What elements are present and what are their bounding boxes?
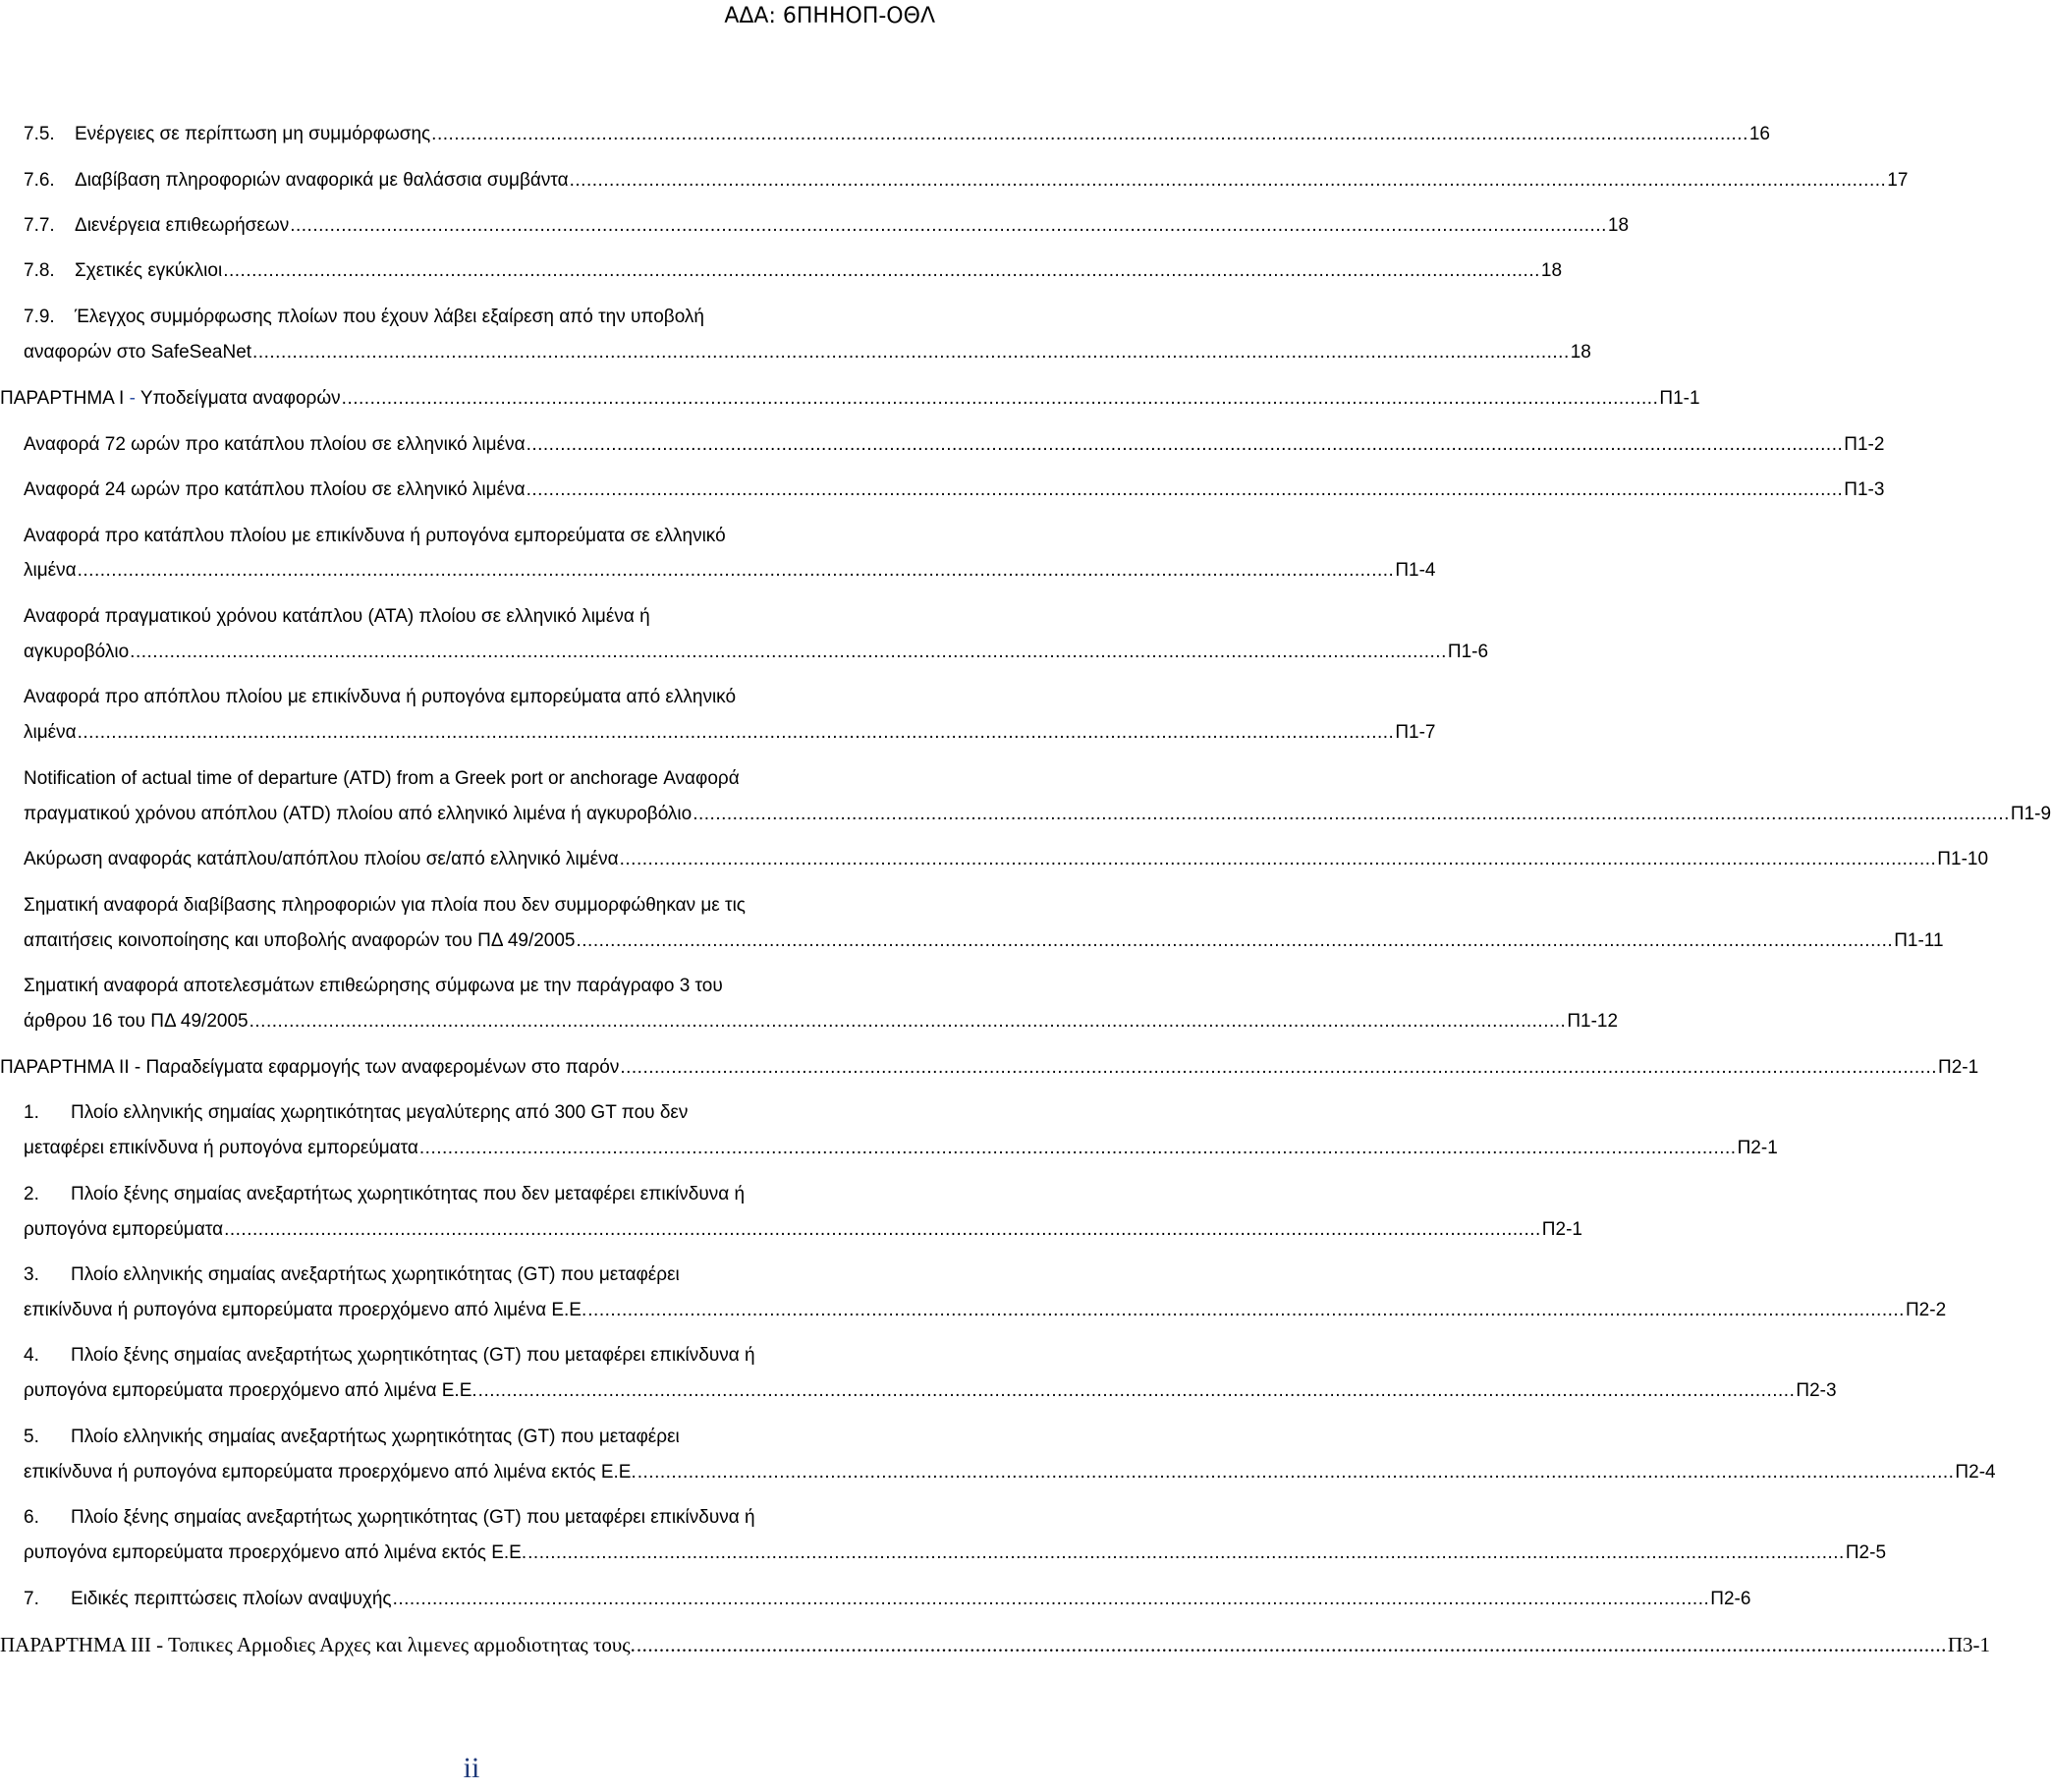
toc-title-continued: μεταφέρει επικίνδυνα ή ρυπογόνα εμπορεύματα bbox=[24, 1138, 418, 1158]
toc-annex-2[interactable] bbox=[0, 1055, 1979, 1081]
toc-page: Π1-3 bbox=[1844, 479, 1885, 500]
annex-1-title-b: Υποδείγματα αναφορών bbox=[139, 388, 341, 409]
toc-page: Π1-1 bbox=[1659, 388, 1700, 409]
toc-annex-2-item-3-line-1[interactable] bbox=[24, 1262, 927, 1288]
toc-title: Πλοίο ελληνικής σημαίας ανεξαρτήτως χωρητικότητας (GT) που μεταφέρει bbox=[71, 1264, 680, 1285]
toc-number: 7.8. bbox=[24, 260, 55, 281]
toc-entry-7-5[interactable] bbox=[24, 122, 1770, 147]
toc-title: Σηματική αναφορά αποτελεσμάτων επιθεώρησης σύμφωνα με την παράγραφο 3 του bbox=[24, 976, 723, 996]
page-number: ii bbox=[463, 1752, 480, 1784]
toc-title-continued: άρθρου 16 του ΠΔ 49/2005 bbox=[24, 1011, 249, 1032]
toc-title: Πλοίο ξένης σημαίας ανεξαρτήτως χωρητικότητας που δεν μεταφέρει επικίνδυνα ή bbox=[71, 1184, 746, 1204]
toc-number: 4. bbox=[24, 1345, 39, 1366]
toc-number: 5. bbox=[24, 1427, 39, 1447]
dot-leader bbox=[130, 640, 1447, 665]
toc-annex-1-item-6-line-2[interactable] bbox=[24, 802, 2051, 827]
toc-title: Αναφορά 72 ωρών προ κατάπλου πλοίου σε ελληνικό λιμένα bbox=[24, 434, 526, 455]
toc-number: 7.5. bbox=[24, 124, 55, 144]
toc-title: Ειδικές περιπτώσεις πλοίων αναψυχής bbox=[71, 1589, 392, 1609]
toc-entry-7-9-line-1[interactable] bbox=[24, 305, 927, 330]
toc-annex-1[interactable] bbox=[0, 386, 1700, 412]
toc-title: Αναφορά πραγματικού χρόνου κατάπλου (ATA) πλοίου σε ελληνικό λιμένα ή bbox=[24, 606, 650, 627]
toc-number: 7.6. bbox=[24, 170, 55, 191]
toc-page: 16 bbox=[1748, 124, 1770, 144]
toc-number: 7.7. bbox=[24, 215, 55, 236]
toc-annex-1-item-5-line-1[interactable] bbox=[24, 685, 927, 710]
toc-title: Έλεγχος συμμόρφωσης πλοίων που έχουν λάβει εξαίρεση από την υποβολή bbox=[75, 307, 704, 327]
toc-title-continued: αγκυροβόλιο bbox=[24, 642, 130, 662]
toc-title-continued: απαιτήσεις κοινοποίησης και υποβολής αναφορών του ΠΔ 49/2005 bbox=[24, 930, 576, 951]
toc-page: Π2-5 bbox=[1845, 1542, 1887, 1563]
toc-entry-7-8[interactable] bbox=[24, 258, 1563, 284]
toc-annex-2-item-5-line-2[interactable] bbox=[24, 1460, 1996, 1485]
toc-number: 6. bbox=[24, 1507, 39, 1528]
dot-leader bbox=[577, 928, 1894, 954]
toc-page: Π1-2 bbox=[1844, 434, 1885, 455]
dot-leader bbox=[224, 1217, 1541, 1243]
toc-title: Πλοίο ελληνικής σημαίας χωρητικότητας μεγαλύτερης από 300 GT που δεν bbox=[71, 1102, 689, 1123]
dot-leader bbox=[527, 1540, 1845, 1566]
toc-page: Π2-1 bbox=[1541, 1219, 1582, 1240]
toc-title-continued: ρυπογόνα εμπορεύματα bbox=[24, 1219, 224, 1240]
toc-entry-7-6[interactable] bbox=[24, 168, 1909, 194]
toc-number: 7.9. bbox=[24, 307, 55, 327]
dot-leader bbox=[290, 213, 1607, 239]
dot-leader bbox=[249, 1009, 1567, 1035]
toc-page: Π1-11 bbox=[1894, 930, 1944, 951]
toc-entry-7-7[interactable] bbox=[24, 213, 1630, 239]
toc-annex-2-item-5-line-1[interactable] bbox=[24, 1425, 927, 1450]
toc-page: Π1-7 bbox=[1395, 722, 1436, 743]
toc-annex-1-item-1[interactable] bbox=[24, 432, 1885, 458]
toc-page: Π2-1 bbox=[1737, 1138, 1778, 1158]
toc-annex-1-item-4-line-1[interactable] bbox=[24, 604, 927, 630]
toc-title: Διαβίβαση πληροφοριών αναφορικά με θαλάσσια συμβάντα bbox=[75, 170, 569, 191]
toc-page: Π3-1 bbox=[1947, 1633, 1991, 1656]
toc-page: 17 bbox=[1887, 170, 1909, 191]
toc-number: 3. bbox=[24, 1264, 39, 1285]
toc-annex-2-item-3-line-2[interactable] bbox=[24, 1298, 1947, 1323]
toc-annex-1-item-9-line-1[interactable] bbox=[24, 974, 927, 999]
toc-annex-1-item-9-line-2[interactable] bbox=[24, 1009, 1619, 1035]
toc-title: Σηματική αναφορά διαβίβασης πληροφοριών για πλοία που δεν συμμορφώθηκαν με τις bbox=[24, 895, 746, 916]
toc-number: 7. bbox=[24, 1589, 39, 1609]
dot-leader bbox=[78, 720, 1395, 746]
toc-annex-2-item-2-line-2[interactable] bbox=[24, 1217, 1582, 1243]
toc-title-continued: αναφορών στο SafeSeaNet bbox=[24, 342, 252, 363]
toc-page: Π2-2 bbox=[1905, 1300, 1947, 1320]
toc-title: Ακύρωση αναφοράς κατάπλου/απόπλου πλοίου σε/από ελληνικό λιμένα bbox=[24, 849, 619, 869]
dot-leader bbox=[419, 1136, 1737, 1161]
toc-title-continued: λιμένα bbox=[24, 560, 77, 581]
toc-title: ΠΑΡΑΡΤΗΜΑ ΙΙ - Παραδείγματα εφαρμογής των αναφερομένων στο παρόν bbox=[0, 1057, 620, 1078]
toc-page: Π2-4 bbox=[1955, 1462, 1996, 1483]
annex-1-separator: - bbox=[124, 388, 140, 409]
toc-annex-1-item-8-line-2[interactable] bbox=[24, 928, 1944, 954]
dot-leader bbox=[252, 340, 1570, 365]
toc-title: ΠΑΡΑΡΤΗΜΑ ΙΙΙ - Τοπικες Αρμοδιες Αρχες και λιμενες αρμοδιοτητας τους. bbox=[0, 1633, 636, 1656]
toc-title-continued: ρυπογόνα εμπορεύματα προερχόμενο από λιμένα Ε.Ε. bbox=[24, 1380, 477, 1401]
toc-title: Αναφορά προ κατάπλου πλοίου με επικίνδυνα ή ρυπογόνα εμπορεύματα σε ελληνικό bbox=[24, 526, 726, 546]
annex-1-title-a: ΠΑΡΑΡΤΗΜΑ Ι bbox=[0, 388, 125, 409]
toc-title: Πλοίο ξένης σημαίας ανεξαρτήτως χωρητικότητας (GT) που μεταφέρει επικίνδυνα ή bbox=[71, 1507, 755, 1528]
dot-leader bbox=[342, 386, 1659, 412]
dot-leader bbox=[620, 1055, 1937, 1081]
toc-annex-1-item-2[interactable] bbox=[24, 477, 1885, 503]
toc-page: Π1-6 bbox=[1447, 642, 1489, 662]
dot-leader bbox=[478, 1378, 1796, 1404]
dot-leader bbox=[527, 477, 1844, 503]
toc-page: Π2-1 bbox=[1938, 1057, 1979, 1078]
toc-page: Π1-12 bbox=[1567, 1011, 1619, 1032]
annex-1-label bbox=[0, 386, 341, 412]
toc-entry-7-9-line-2[interactable] bbox=[24, 340, 1591, 365]
toc-annex-1-item-8-line-1[interactable] bbox=[24, 893, 927, 919]
toc-page: Π1-9 bbox=[2010, 804, 2051, 824]
dot-leader bbox=[78, 558, 1395, 584]
toc-page: 18 bbox=[1607, 215, 1630, 236]
toc-page: Π1-4 bbox=[1395, 560, 1436, 581]
dot-leader bbox=[393, 1587, 1710, 1612]
toc-number: 1. bbox=[24, 1102, 39, 1123]
toc-annex-1-item-6-line-1[interactable] bbox=[24, 766, 927, 792]
toc-number: 2. bbox=[24, 1184, 39, 1204]
toc-annex-2-item-6-line-1[interactable] bbox=[24, 1505, 927, 1531]
toc-title-continued: επικίνδυνα ή ρυπογόνα εμπορεύματα προερχόμενο από λιμένα εκτός Ε.Ε. bbox=[24, 1462, 637, 1483]
toc-annex-2-item-2-line-1[interactable] bbox=[24, 1182, 927, 1207]
dot-leader bbox=[431, 122, 1748, 147]
dot-leader bbox=[637, 1632, 1947, 1657]
toc-annex-2-item-7[interactable] bbox=[24, 1587, 1751, 1612]
toc-annex-1-item-3-line-2[interactable] bbox=[24, 558, 1436, 584]
toc-annex-2-item-1-line-2[interactable] bbox=[24, 1136, 1778, 1161]
toc-title-continued: επικίνδυνα ή ρυπογόνα εμπορεύματα προερχόμενο από λιμένα Ε.Ε. bbox=[24, 1300, 587, 1320]
dot-leader bbox=[620, 847, 1937, 872]
toc-annex-1-item-5-line-2[interactable] bbox=[24, 720, 1436, 746]
dot-leader bbox=[587, 1298, 1905, 1323]
toc-title: Notification of actual time of departure (ATD) from a Greek port or anchorage Αναφορά bbox=[24, 768, 740, 789]
dot-leader bbox=[637, 1460, 1955, 1485]
toc-annex-2-item-4-line-1[interactable] bbox=[24, 1343, 927, 1369]
toc-page: 18 bbox=[1540, 260, 1563, 281]
toc-title: Σχετικές εγκύκλιοι bbox=[75, 260, 223, 281]
dot-leader bbox=[693, 802, 2010, 827]
toc-title: Αναφορά προ απόπλου πλοίου με επικίνδυνα ή ρυπογόνα εμπορεύματα από ελληνικό bbox=[24, 687, 737, 707]
toc-page: 18 bbox=[1570, 342, 1591, 363]
toc-annex-2-item-4-line-2[interactable] bbox=[24, 1378, 1837, 1404]
toc-title-continued: λιμένα bbox=[24, 722, 77, 743]
toc-title: Ενέργειες σε περίπτωση μη συμμόρφωσης bbox=[75, 124, 431, 144]
ada-header: ΑΔΑ: 6ΠΗΗΟΠ-ΟΘΛ bbox=[724, 4, 935, 28]
toc-page: Π2-3 bbox=[1796, 1380, 1837, 1401]
toc-annex-3[interactable] bbox=[0, 1632, 1991, 1657]
toc-page: Π1-10 bbox=[1937, 849, 1989, 869]
dot-leader bbox=[570, 168, 1887, 194]
toc-title-continued: ρυπογόνα εμπορεύματα προερχόμενο από λιμένα εκτός Ε.Ε. bbox=[24, 1542, 527, 1563]
toc-title: Διενέργεια επιθεωρήσεων bbox=[75, 215, 290, 236]
toc-title: Πλοίο ξένης σημαίας ανεξαρτήτως χωρητικότητας (GT) που μεταφέρει επικίνδυνα ή bbox=[71, 1345, 755, 1366]
dot-leader bbox=[527, 432, 1844, 458]
toc-annex-1-item-3-line-1[interactable] bbox=[24, 524, 927, 549]
toc-title-continued: πραγματικού χρόνου απόπλου (ATD) πλοίου από ελληνικό λιμένα ή αγκυροβόλιο bbox=[24, 804, 693, 824]
dot-leader bbox=[223, 258, 1540, 284]
toc-page: Π2-6 bbox=[1710, 1589, 1751, 1609]
toc-title: Πλοίο ελληνικής σημαίας ανεξαρτήτως χωρητικότητας (GT) που μεταφέρει bbox=[71, 1427, 680, 1447]
toc-annex-2-item-1-line-1[interactable] bbox=[24, 1100, 927, 1126]
toc-annex-2-item-6-line-2[interactable] bbox=[24, 1540, 1887, 1566]
toc-title: Αναφορά 24 ωρών προ κατάπλου πλοίου σε ελληνικό λιμένα bbox=[24, 479, 526, 500]
toc-annex-1-item-4-line-2[interactable] bbox=[24, 640, 1489, 665]
toc-annex-1-item-7[interactable] bbox=[24, 847, 1989, 872]
